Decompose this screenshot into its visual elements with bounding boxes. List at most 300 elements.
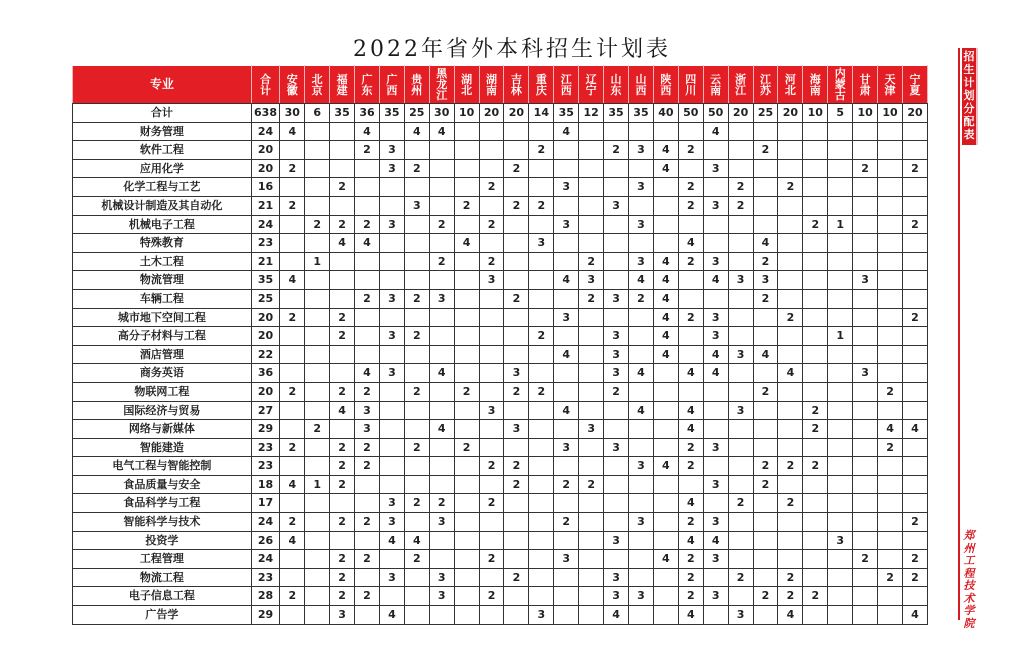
table-row xyxy=(73,606,928,625)
quota-cell: 2 xyxy=(753,475,778,494)
quota-cell xyxy=(479,159,504,178)
header-label: 浙江 xyxy=(735,72,747,97)
quota-cell xyxy=(355,327,380,346)
table-row xyxy=(73,382,928,401)
quota-cell xyxy=(629,420,654,439)
quota-cell xyxy=(753,122,778,141)
quota-cell: 4 xyxy=(653,308,678,327)
major-name-cell: 广告学 xyxy=(73,606,252,625)
quota-cell xyxy=(803,513,828,532)
quota-cell: 2 xyxy=(753,587,778,606)
table-row xyxy=(73,494,928,513)
table-row xyxy=(73,234,928,253)
quota-cell xyxy=(604,308,629,327)
quota-cell xyxy=(554,234,579,253)
quota-cell: 3 xyxy=(728,401,753,420)
header-province xyxy=(554,66,579,104)
quota-cell xyxy=(379,587,404,606)
quota-cell: 4 xyxy=(379,606,404,625)
quota-cell: 2 xyxy=(778,568,803,587)
table-row xyxy=(73,438,928,457)
quota-cell xyxy=(653,475,678,494)
quota-cell xyxy=(653,196,678,215)
quota-cell xyxy=(454,271,479,290)
quota-cell: 3 xyxy=(554,550,579,569)
quota-cell xyxy=(330,364,355,383)
quota-cell: 2 xyxy=(629,289,654,308)
quota-cell xyxy=(753,308,778,327)
quota-cell xyxy=(379,308,404,327)
quota-cell xyxy=(753,513,778,532)
quota-cell xyxy=(728,364,753,383)
quota-cell xyxy=(753,606,778,625)
quota-cell: 3 xyxy=(853,271,878,290)
quota-cell: 3 xyxy=(504,420,529,439)
quota-cell: 4 xyxy=(429,364,454,383)
quota-cell: 50 xyxy=(703,104,728,123)
side-char: 生 xyxy=(963,63,975,76)
quota-cell xyxy=(604,513,629,532)
quota-cell xyxy=(629,382,654,401)
quota-cell: 2 xyxy=(902,215,927,234)
major-name-cell: 投资学 xyxy=(73,531,252,550)
quota-cell: 2 xyxy=(753,457,778,476)
quota-cell: 2 xyxy=(330,457,355,476)
quota-cell xyxy=(653,122,678,141)
quota-cell xyxy=(753,215,778,234)
quota-cell: 2 xyxy=(728,178,753,197)
quota-cell: 4 xyxy=(703,122,728,141)
quota-cell xyxy=(803,141,828,160)
major-name-cell: 电子信息工程 xyxy=(73,587,252,606)
quota-cell xyxy=(753,420,778,439)
quota-cell xyxy=(554,494,579,513)
quota-cell xyxy=(853,606,878,625)
quota-cell: 4 xyxy=(678,606,703,625)
quota-cell xyxy=(579,141,604,160)
quota-cell: 3 xyxy=(703,196,728,215)
quota-cell: 2 xyxy=(330,178,355,197)
quota-cell xyxy=(454,327,479,346)
quota-cell: 2 xyxy=(678,550,703,569)
quota-cell: 2 xyxy=(529,196,554,215)
header-province xyxy=(504,66,529,104)
quota-cell xyxy=(429,531,454,550)
quota-cell: 2 xyxy=(728,196,753,215)
quota-cell xyxy=(778,513,803,532)
quota-cell xyxy=(828,271,853,290)
major-name-cell: 物流工程 xyxy=(73,568,252,587)
quota-cell: 2 xyxy=(504,457,529,476)
quota-cell: 3 xyxy=(703,308,728,327)
quota-cell xyxy=(454,308,479,327)
quota-cell: 4 xyxy=(379,531,404,550)
table-row xyxy=(73,289,928,308)
quota-cell: 3 xyxy=(728,345,753,364)
quota-cell: 2 xyxy=(404,550,429,569)
quota-cell xyxy=(454,159,479,178)
quota-cell: 3 xyxy=(703,587,728,606)
quota-cell: 4 xyxy=(280,475,305,494)
total-cell: 22 xyxy=(251,345,280,364)
quota-cell xyxy=(604,457,629,476)
total-cell: 28 xyxy=(251,587,280,606)
quota-cell xyxy=(579,513,604,532)
quota-cell xyxy=(753,494,778,513)
quota-cell xyxy=(330,271,355,290)
header-province xyxy=(629,66,654,104)
quota-cell: 4 xyxy=(604,606,629,625)
quota-cell xyxy=(355,475,380,494)
quota-cell: 20 xyxy=(728,104,753,123)
quota-cell xyxy=(379,271,404,290)
quota-cell xyxy=(554,159,579,178)
quota-cell: 35 xyxy=(604,104,629,123)
quota-cell xyxy=(604,550,629,569)
quota-cell xyxy=(280,401,305,420)
header-label: 江西 xyxy=(560,72,572,97)
quota-cell xyxy=(653,215,678,234)
total-cell: 24 xyxy=(251,122,280,141)
quota-cell xyxy=(280,494,305,513)
side-char: 分 xyxy=(963,102,975,115)
quota-cell xyxy=(454,606,479,625)
quota-cell xyxy=(653,587,678,606)
quota-cell xyxy=(404,364,429,383)
quota-cell: 30 xyxy=(429,104,454,123)
quota-cell: 36 xyxy=(355,104,380,123)
quota-cell: 4 xyxy=(653,159,678,178)
quota-cell xyxy=(629,475,654,494)
quota-cell: 3 xyxy=(554,438,579,457)
quota-cell: 10 xyxy=(454,104,479,123)
quota-cell: 3 xyxy=(504,364,529,383)
quota-cell: 2 xyxy=(429,252,454,271)
quota-cell: 3 xyxy=(629,457,654,476)
major-name-cell: 机械电子工程 xyxy=(73,215,252,234)
quota-cell: 4 xyxy=(653,345,678,364)
quota-cell: 3 xyxy=(703,513,728,532)
quota-cell xyxy=(778,531,803,550)
quota-cell xyxy=(678,382,703,401)
quota-cell: 4 xyxy=(629,401,654,420)
quota-cell: 3 xyxy=(703,327,728,346)
quota-cell xyxy=(902,382,927,401)
header-label: 四川 xyxy=(685,72,697,97)
quota-cell xyxy=(379,401,404,420)
quota-cell: 2 xyxy=(678,513,703,532)
quota-cell xyxy=(803,289,828,308)
quota-cell: 2 xyxy=(479,494,504,513)
quota-cell xyxy=(429,382,454,401)
quota-cell xyxy=(629,196,654,215)
quota-cell xyxy=(355,196,380,215)
major-name-cell: 智能建造 xyxy=(73,438,252,457)
major-name-cell: 国际经济与贸易 xyxy=(73,401,252,420)
quota-cell xyxy=(853,345,878,364)
quota-cell xyxy=(504,215,529,234)
quota-cell: 4 xyxy=(454,234,479,253)
quota-cell: 5 xyxy=(828,104,853,123)
header-label: 海南 xyxy=(809,72,821,97)
quota-cell: 2 xyxy=(678,308,703,327)
quota-cell: 4 xyxy=(653,550,678,569)
quota-cell xyxy=(753,531,778,550)
table-header-row xyxy=(73,66,928,104)
quota-cell xyxy=(678,159,703,178)
quota-cell: 35 xyxy=(629,104,654,123)
quota-cell: 3 xyxy=(604,568,629,587)
header-label: 北京 xyxy=(311,72,323,97)
total-cell: 35 xyxy=(251,271,280,290)
table-row xyxy=(73,196,928,215)
page-title: 2022年省外本科招生计划表 xyxy=(353,37,671,62)
quota-cell xyxy=(330,494,355,513)
header-province xyxy=(330,66,355,104)
header-label: 天津 xyxy=(884,72,896,97)
quota-cell xyxy=(778,196,803,215)
quota-cell xyxy=(828,252,853,271)
header-label: 安徽 xyxy=(286,72,298,97)
quota-cell: 2 xyxy=(878,568,903,587)
quota-cell xyxy=(554,364,579,383)
quota-cell xyxy=(305,382,330,401)
quota-cell xyxy=(529,122,554,141)
quota-cell: 2 xyxy=(778,587,803,606)
quota-cell: 2 xyxy=(454,438,479,457)
quota-cell: 2 xyxy=(454,196,479,215)
major-name-cell: 财务管理 xyxy=(73,122,252,141)
quota-cell: 4 xyxy=(355,364,380,383)
quota-cell xyxy=(803,159,828,178)
quota-cell xyxy=(504,587,529,606)
quota-cell: 20 xyxy=(778,104,803,123)
quota-cell xyxy=(479,196,504,215)
quota-cell xyxy=(429,234,454,253)
quota-cell xyxy=(504,550,529,569)
quota-cell xyxy=(878,606,903,625)
quota-cell: 4 xyxy=(280,122,305,141)
quota-cell xyxy=(429,606,454,625)
table-row xyxy=(73,327,928,346)
table-row xyxy=(73,401,928,420)
quota-cell: 2 xyxy=(504,159,529,178)
quota-cell: 2 xyxy=(902,159,927,178)
quota-cell xyxy=(902,494,927,513)
quota-cell: 3 xyxy=(379,364,404,383)
side-accent-line xyxy=(958,48,960,620)
quota-cell: 3 xyxy=(529,234,554,253)
quota-cell xyxy=(305,494,330,513)
quota-cell xyxy=(280,606,305,625)
quota-cell xyxy=(529,475,554,494)
quota-cell: 4 xyxy=(404,122,429,141)
quota-cell xyxy=(728,215,753,234)
quota-cell xyxy=(828,289,853,308)
quota-cell xyxy=(554,420,579,439)
major-name-cell: 化学工程与工艺 xyxy=(73,178,252,197)
quota-cell: 2 xyxy=(803,420,828,439)
quota-cell xyxy=(878,550,903,569)
total-cell: 23 xyxy=(251,457,280,476)
quota-cell xyxy=(379,382,404,401)
quota-cell: 2 xyxy=(355,382,380,401)
quota-cell: 4 xyxy=(629,364,654,383)
header-province xyxy=(853,66,878,104)
quota-cell xyxy=(504,438,529,457)
quota-cell: 4 xyxy=(404,531,429,550)
quota-cell: 4 xyxy=(902,420,927,439)
quota-cell xyxy=(504,308,529,327)
quota-cell xyxy=(828,494,853,513)
quota-cell xyxy=(404,475,429,494)
quota-cell xyxy=(703,178,728,197)
quota-cell xyxy=(878,289,903,308)
header-label: 辽宁 xyxy=(585,72,597,97)
quota-cell: 4 xyxy=(703,345,728,364)
quota-cell xyxy=(280,550,305,569)
quota-cell: 3 xyxy=(379,289,404,308)
quota-cell: 4 xyxy=(753,234,778,253)
quota-cell xyxy=(404,271,429,290)
quota-cell xyxy=(728,513,753,532)
quota-cell: 2 xyxy=(355,513,380,532)
quota-cell: 2 xyxy=(280,382,305,401)
quota-cell xyxy=(454,401,479,420)
table-row xyxy=(73,122,928,141)
quota-cell xyxy=(379,196,404,215)
quota-cell xyxy=(803,475,828,494)
quota-cell xyxy=(803,196,828,215)
quota-cell xyxy=(404,141,429,160)
quota-cell: 3 xyxy=(404,196,429,215)
quota-cell xyxy=(778,327,803,346)
quota-cell: 20 xyxy=(504,104,529,123)
quota-cell xyxy=(902,196,927,215)
header-label: 甘肃 xyxy=(859,72,871,97)
quota-cell xyxy=(828,159,853,178)
quota-cell xyxy=(902,234,927,253)
quota-cell xyxy=(404,457,429,476)
header-province xyxy=(803,66,828,104)
quota-cell xyxy=(330,289,355,308)
quota-cell xyxy=(753,401,778,420)
header-province xyxy=(454,66,479,104)
quota-cell: 2 xyxy=(404,438,429,457)
quota-cell xyxy=(504,327,529,346)
quota-cell xyxy=(529,252,554,271)
quota-cell: 2 xyxy=(305,420,330,439)
quota-cell xyxy=(305,606,330,625)
quota-cell xyxy=(404,568,429,587)
quota-cell xyxy=(579,531,604,550)
quota-cell xyxy=(828,438,853,457)
quota-cell: 4 xyxy=(554,401,579,420)
quota-cell xyxy=(479,122,504,141)
header-province xyxy=(878,66,903,104)
quota-cell xyxy=(778,420,803,439)
quota-cell xyxy=(803,122,828,141)
quota-cell xyxy=(629,568,654,587)
quota-cell: 2 xyxy=(404,494,429,513)
quota-cell xyxy=(853,568,878,587)
quota-cell: 2 xyxy=(404,159,429,178)
quota-cell xyxy=(554,196,579,215)
quota-cell: 2 xyxy=(678,438,703,457)
header-label: 湖南 xyxy=(486,72,498,97)
quota-cell xyxy=(379,234,404,253)
quota-cell xyxy=(330,141,355,160)
quota-cell xyxy=(778,234,803,253)
quota-cell xyxy=(604,401,629,420)
quota-cell xyxy=(828,308,853,327)
quota-cell: 2 xyxy=(853,159,878,178)
quota-cell xyxy=(379,550,404,569)
quota-cell xyxy=(828,420,853,439)
quota-cell: 2 xyxy=(429,215,454,234)
quota-cell xyxy=(280,345,305,364)
quota-cell xyxy=(579,327,604,346)
quota-cell xyxy=(404,606,429,625)
quota-cell xyxy=(629,345,654,364)
quota-cell xyxy=(828,141,853,160)
quota-cell xyxy=(280,234,305,253)
total-cell: 21 xyxy=(251,196,280,215)
quota-cell xyxy=(280,178,305,197)
side-char: 程 xyxy=(963,566,975,580)
quota-cell: 3 xyxy=(753,271,778,290)
quota-cell xyxy=(678,289,703,308)
quota-cell: 2 xyxy=(902,513,927,532)
quota-cell xyxy=(579,234,604,253)
quota-cell xyxy=(554,252,579,271)
quota-cell xyxy=(828,606,853,625)
quota-cell xyxy=(454,178,479,197)
header-province xyxy=(429,66,454,104)
total-cell: 29 xyxy=(251,420,280,439)
quota-cell xyxy=(902,327,927,346)
quota-cell: 3 xyxy=(853,364,878,383)
quota-cell xyxy=(653,420,678,439)
quota-cell xyxy=(454,122,479,141)
quota-cell xyxy=(853,178,878,197)
quota-cell xyxy=(828,401,853,420)
quota-cell xyxy=(454,568,479,587)
quota-cell xyxy=(504,271,529,290)
quota-cell: 4 xyxy=(703,531,728,550)
major-name-cell: 特殊教育 xyxy=(73,234,252,253)
quota-cell xyxy=(379,122,404,141)
quota-cell xyxy=(305,345,330,364)
quota-cell: 4 xyxy=(280,271,305,290)
quota-cell xyxy=(878,159,903,178)
quota-cell xyxy=(828,196,853,215)
quota-cell xyxy=(504,122,529,141)
quota-cell xyxy=(878,122,903,141)
header-label: 黑龙江 xyxy=(436,67,448,102)
table-row xyxy=(73,271,928,290)
quota-cell xyxy=(853,308,878,327)
quota-cell: 3 xyxy=(629,215,654,234)
quota-cell xyxy=(803,178,828,197)
quota-cell xyxy=(853,215,878,234)
quota-cell xyxy=(604,420,629,439)
quota-cell xyxy=(479,364,504,383)
total-row xyxy=(73,104,928,123)
quota-cell xyxy=(454,475,479,494)
quota-cell xyxy=(429,475,454,494)
quota-cell: 1 xyxy=(305,252,330,271)
